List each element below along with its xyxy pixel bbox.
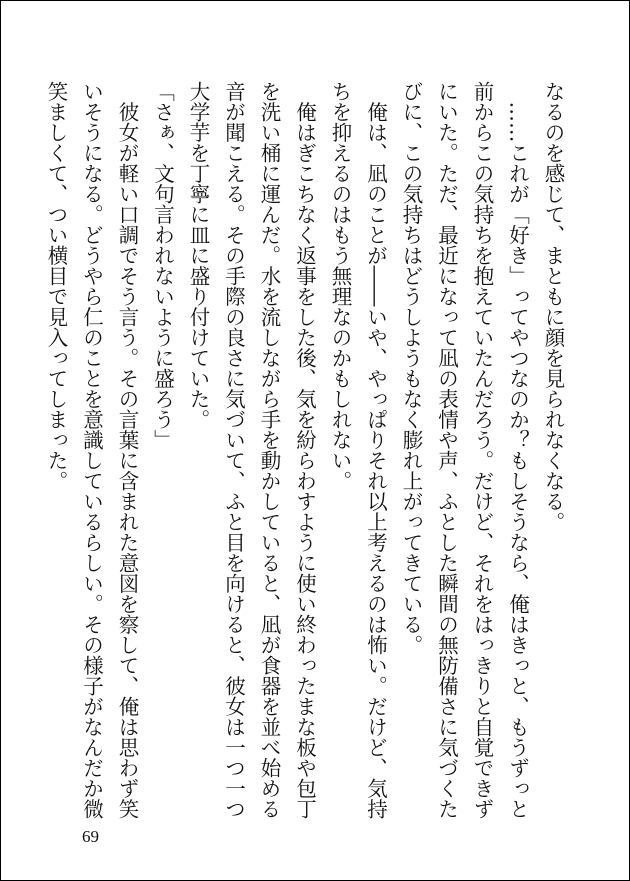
- text-line-15: 笑ましくて、つい横目で見入ってしまった。: [44, 81, 68, 491]
- text-line-8: 俺はぎこちなく返事をした後、気を紛らわすように使い終わったまな板や包丁: [292, 81, 317, 819]
- text-line-14: いそうになる。どうやら仁のことを意識しているらしい。その様子がなんだか微: [79, 81, 104, 819]
- text-line-9: を洗い桶に運んだ。水を流しながら手を動かしていると、凪が食器を並べ始める: [257, 81, 281, 819]
- text-line-3: 前からこの気持ちを抱えていたんだろう。だけど、それをはっきりと自覚できず: [470, 81, 494, 819]
- body-text: [38, 81, 571, 819]
- text-line-1: なるのを感じて、まともに顔を見られなくなる。: [541, 81, 565, 532]
- text-line-2: ……これが「好き」ってやつなのか？もしそうなら、俺はきっと、もうずっと: [505, 81, 530, 819]
- text-line-12: 「さぁ、文句言われないように盛ろう」: [150, 81, 175, 450]
- text-line-11: 大学芋を丁寧に皿に盛り付けていた。: [186, 81, 210, 430]
- text-line-10: 音が聞こえる。その手際の良さに気づいて、ふと目を向けると、彼女は一つ一つ: [221, 81, 246, 819]
- text-line-4: にいた。ただ、最近になって凪の表情や声、ふとした瞬間の無防備さに気づくた: [434, 81, 459, 819]
- text-line-6: 俺は、凪のことが――いや、やっぱりそれ以上考えるのは怖い。だけど、気持: [363, 81, 388, 819]
- text-line-13: 彼女が軽い口調でそう言う。その言葉に含まれた意図を察して、俺は思わず笑: [115, 81, 139, 819]
- page-number: 69: [82, 827, 99, 846]
- text-line-7: ちを抑えるのはもう無理なのかもしれない。: [328, 81, 352, 491]
- text-line-5: びに、この気持ちはどうしようもなく膨れ上がってきている。: [399, 81, 423, 655]
